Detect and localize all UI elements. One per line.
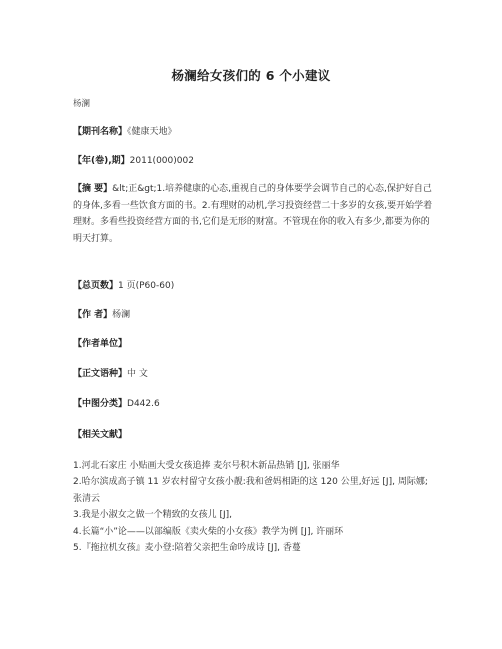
field-year-label: 【年(卷),期】	[73, 156, 130, 166]
field-classification-label: 【中图分类】	[73, 399, 128, 409]
reference-list	[73, 458, 433, 556]
field-related	[73, 427, 433, 443]
field-authors-value: 杨澜	[112, 310, 131, 320]
field-journal-value: 《健康天地》	[127, 127, 177, 137]
reference-item[interactable]: 5.『拖拉机女孩』麦小登:陪着父亲把生命吟成诗 [J], 香蔓	[73, 543, 301, 554]
document-title: 杨澜给女孩们的 6 个小建议	[171, 68, 331, 83]
reference-item[interactable]: 3.我是小淑女之做一个精致的女孩儿 [J],	[73, 510, 232, 521]
reference-item[interactable]: 1.河北石家庄 小贴画大受女孩追捧 麦尔号积木新品热销 [J], 张丽华	[73, 461, 340, 471]
field-journal-label: 【期刊名称】	[73, 127, 128, 137]
field-related-label: 【相关文献】	[73, 430, 128, 440]
field-year	[73, 153, 433, 169]
author-line: 杨澜	[73, 99, 91, 109]
field-pages-label: 【总页数】	[73, 281, 119, 291]
field-language	[73, 366, 433, 382]
field-year-value: 2011(000)002	[129, 156, 194, 166]
field-journal	[73, 124, 433, 140]
field-authors	[73, 307, 433, 323]
field-classification	[73, 396, 433, 412]
field-authors-label: 【作 者】	[73, 310, 113, 320]
field-pages	[73, 278, 433, 294]
field-abstract	[73, 181, 435, 247]
field-affiliation	[73, 336, 433, 352]
reference-item[interactable]: 2.哈尔滨成高子镇 11 岁农村留守女孩小靓:我和爸妈相距的这 120 公里,好远 [J], 周际娜;张清云	[73, 477, 428, 504]
reference-item[interactable]: 4.长篇“小”论——以部编版《卖火柴的小女孩》教学为例 [J], 许丽环	[73, 526, 344, 537]
field-language-label: 【正文语种】	[73, 369, 128, 379]
field-abstract-label: 【摘 要】	[73, 184, 113, 194]
field-classification-value: D442.6	[127, 399, 160, 409]
field-language-value: 中 文	[127, 369, 148, 379]
field-pages-value: 1 页(P60-60)	[118, 281, 175, 291]
field-abstract-value: &lt;正&gt;1.培养健康的心态,重视自己的身体要学会调节自己的心态,保护好自己的身体,多看一些饮食方面的书。2.有理财的动机,学习投资经营二十多岁的女孩,要开始学着理财。多看些投资经营方面的书,它们是无形的财富。不管现在你的收入有多少,都要为你的明天打算。	[73, 184, 433, 244]
field-affiliation-label: 【作者单位】	[73, 339, 128, 349]
